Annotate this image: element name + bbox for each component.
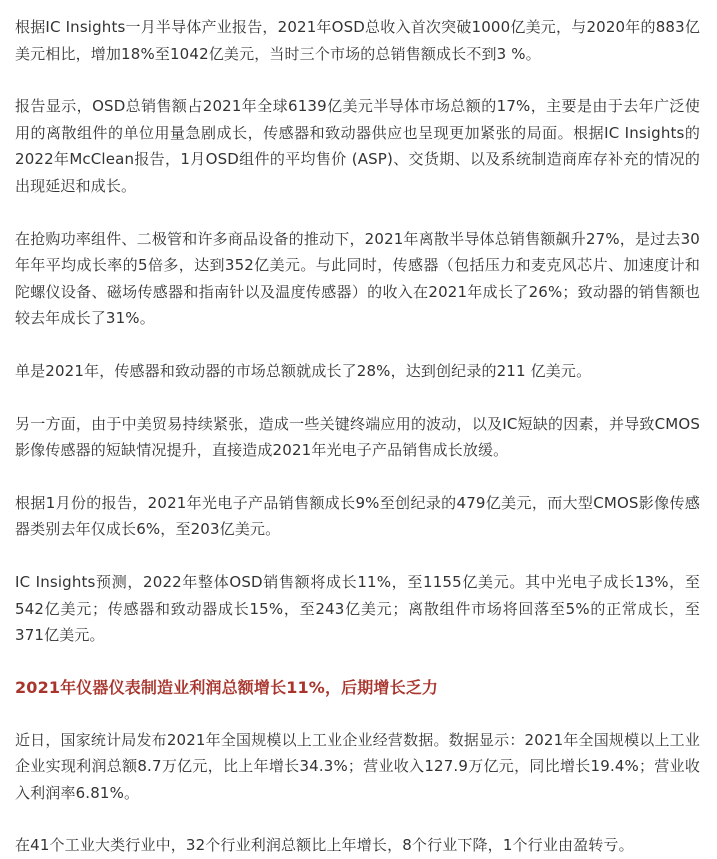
paragraph-osd-share: 报告显示，OSD总销售额占2021年全球6139亿美元半导体市场总额的17%，主要是由于去年广泛使用的离散组件的单位用量急剧成长，传感器和致动器供应也呈现更加紧张的局面。根据IC Insights的2022年McClean报告，1月OSD组件的平均售价 (ASP)、交货期、以及系统制造商库存补充的情况的出现延迟和成长。 xyxy=(15,97,700,195)
paragraph-industrial-profit: 近日，国家统计局发布2021年全国规模以上工业企业经营数据。数据显示：2021年全国规模以上工业企业实现利润总额8.7万亿元，比上年增长34.3%；营业收入127.9万亿元，同比增长19.4%；营业收入利润率6.81%。 xyxy=(15,730,700,802)
paragraph-discrete-sales: 在抢购功率组件、二极管和许多商品设备的推动下，2021年离散半导体总销售额飙升27%，是过去30年年平均成长率的5倍多，达到352亿美元。与此同时，传感器（包括压力和麦克风芯片、加速度计和陀螺仪设备、磁场传感器和指南针以及温度传感器）的收入在2021年成长了26%；致动器的销售额也较去年成长了31%。 xyxy=(15,229,700,328)
paragraph-sensor-market: 单是2021年，传感器和致动器的市场总额就成长了28%，达到创纪录的211 亿美元。 xyxy=(15,361,592,380)
paragraph-trade-tension: 另一方面，由于中美贸易持续紧张，造成一些关键终端应用的波动，以及IC短缺的因素，并导致CMOS影像传感器的短缺情况提升，直接造成2021年光电子产品销售成长放缓。 xyxy=(15,414,700,460)
section-heading: 2021年仪器仪表制造业利润总额增长11%，后期增长乏力 xyxy=(15,677,439,697)
paragraph-forecast: IC Insights预测，2022年整体OSD销售额将成长11%，至1155亿美元。其中光电子成长13%，至542亿美元；传感器和致动器成长15%，至243亿美元；离散组件市场将回落至5%的正常成长，至371亿美元。 xyxy=(15,572,700,645)
paragraph-osd-revenue: 根据IC Insights一月半导体产业报告，2021年OSD总收入首次突破1000亿美元，与2020年的883亿美元相比，增加18%至1042亿美元，当时三个市场的总销售额成长不到3 %。 xyxy=(15,18,700,63)
paragraph-optoelectronics: 根据1月份的报告，2021年光电子产品销售额成长9%至创纪录的479亿美元，而大型CMOS影像传感器类别去年仅成长6%，至203亿美元。 xyxy=(15,493,700,539)
paragraph-industry-count: 在41个工业大类行业中，32个行业利润总额比上年增长，8个行业下降，1个行业由盈转亏。 xyxy=(15,836,634,855)
